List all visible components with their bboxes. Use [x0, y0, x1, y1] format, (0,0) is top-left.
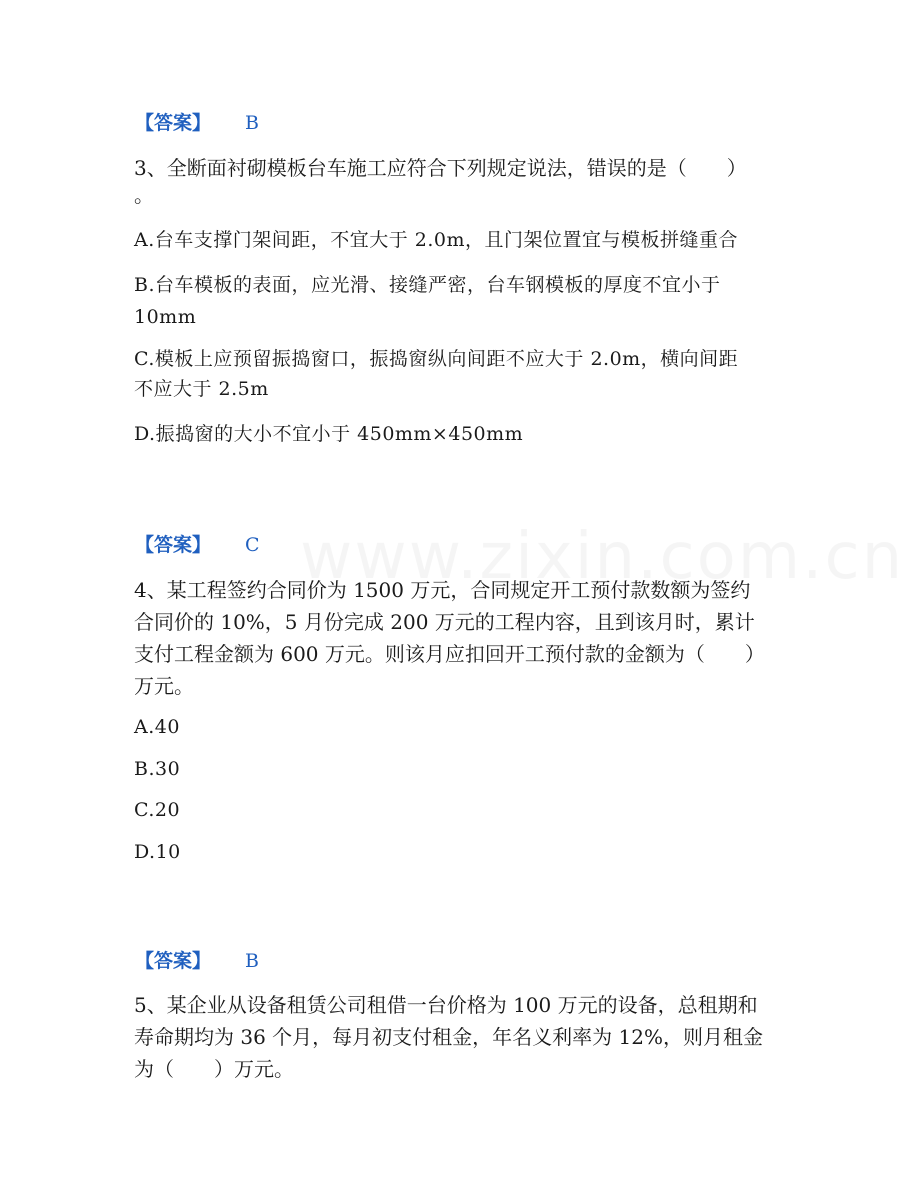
answer-value: B — [245, 112, 259, 134]
question-5-line-1: 5、某企业从设备租赁公司租借一台价格为 100 万元的设备，总租期和 — [134, 993, 758, 1017]
answer-row-q2 — [135, 110, 259, 136]
question-3-option-b-line-1: B.台车模板的表面，应光滑、接缝严密，台车钢模板的厚度不宜小于 — [134, 274, 721, 296]
question-3-line-1: 3、全断面衬砌模板台车施工应符合下列规定说法，错误的是（ ） — [134, 156, 747, 180]
question-4-line-3: 支付工程金额为 600 万元。则该月应扣回开工预付款的金额为（ ） — [134, 642, 765, 666]
question-4-line-1: 4、某工程签约合同价为 1500 万元，合同规定开工预付款数额为签约 — [134, 578, 751, 602]
question-4-option-b: B.30 — [134, 758, 181, 780]
question-4-option-a: A.40 — [134, 716, 180, 738]
question-5-line-3: 为（ ）万元。 — [134, 1057, 294, 1081]
answer-row-q3 — [135, 532, 260, 558]
answer-row-q4 — [135, 948, 259, 974]
question-4-option-c: C.20 — [134, 799, 181, 821]
question-4-line-2: 合同价的 10%，5 月份完成 200 万元的工程内容，且到该月时，累计 — [134, 610, 755, 634]
question-3-line-2: 。 — [134, 183, 154, 207]
question-3-option-c-line-1: C.模板上应预留振捣窗口，振捣窗纵向间距不应大于 2.0m，横向间距 — [134, 348, 739, 370]
question-3-option-d: D.振捣窗的大小不宜小于 450mm×450mm — [134, 423, 524, 445]
answer-value: B — [245, 950, 259, 972]
answer-value: C — [245, 534, 260, 556]
question-5-line-2: 寿命期均为 36 个月，每月初支付租金，年名义利率为 12%，则月租金 — [134, 1025, 763, 1049]
answer-tag: 【答案】 — [135, 112, 212, 134]
question-3-option-b-line-2: 10mm — [134, 306, 197, 328]
question-3-option-a: A.台车支撑门架间距，不宜大于 2.0m，且门架位置宜与模板拼缝重合 — [134, 229, 739, 251]
answer-tag: 【答案】 — [135, 534, 212, 556]
answer-tag: 【答案】 — [135, 950, 212, 972]
question-4-option-d: D.10 — [134, 841, 181, 863]
question-4-line-4: 万元。 — [134, 674, 194, 698]
question-3-option-c-line-2: 不应大于 2.5m — [134, 378, 269, 400]
